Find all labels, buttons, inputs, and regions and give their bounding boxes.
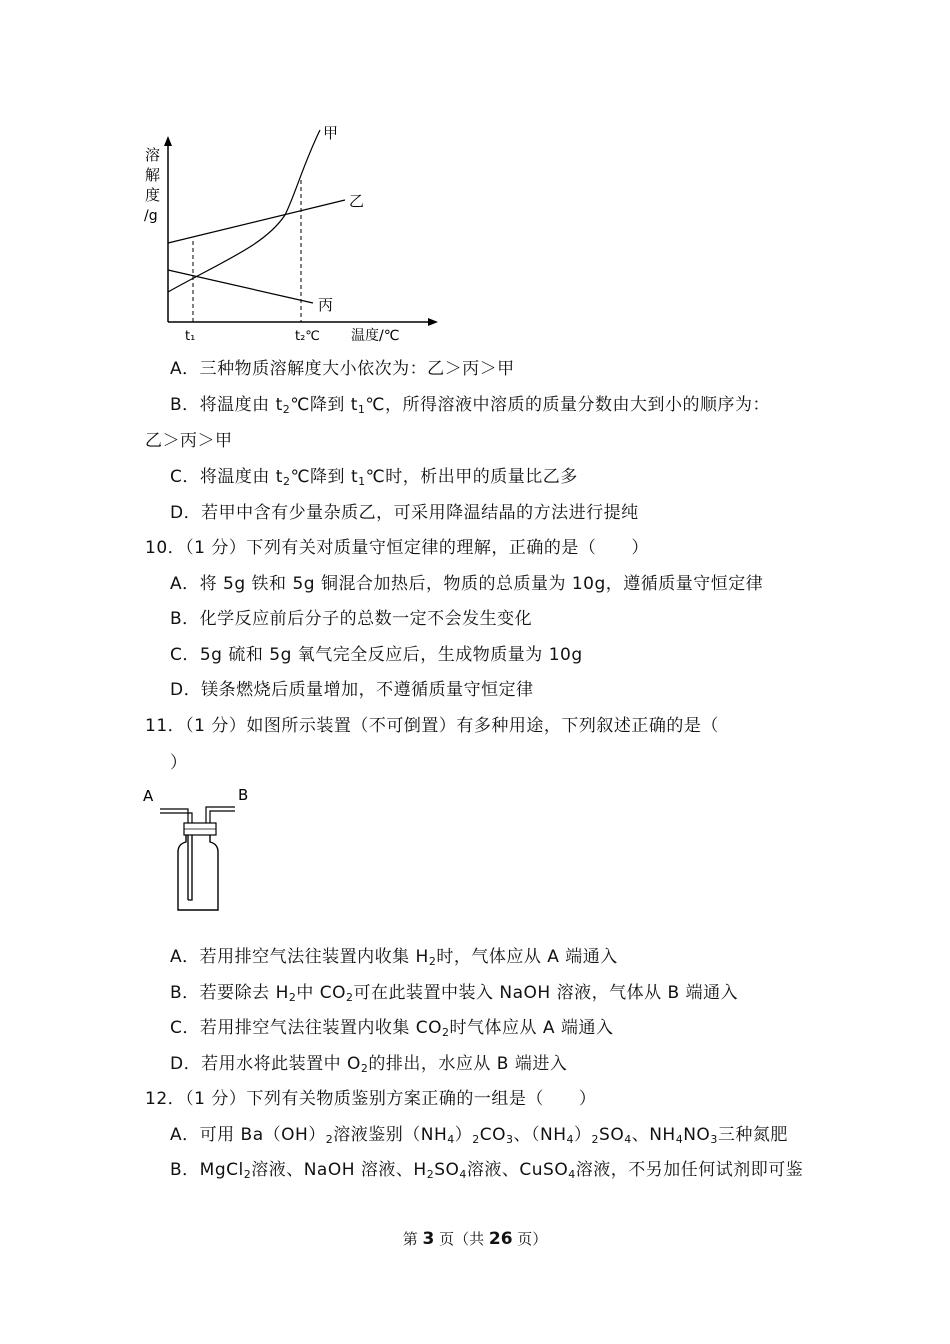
bottle [178,835,218,910]
gas-bottle-diagram [140,782,270,917]
ylabel-char-2: 解 [145,166,161,184]
q12-stem: 12．（1 分）下列有关物质鉴别方案正确的一组是（ ） [145,1089,597,1109]
solubility-chart [135,120,455,350]
ylabel-char-3: 度 [145,186,161,204]
tube-label-a: A [143,787,154,805]
q9-option-c: C．将温度由 $t_2℃$降到 $t_1℃$时，析出甲的质量比乙多 [170,467,578,488]
series-yi-line [168,200,345,243]
q11-option-c: C．若用排空气法往装置内收集 $CO_2$时气体应从 A 端通入 [170,1018,614,1039]
q10-option-b: B．化学反应前后分子的总数一定不会发生变化 [170,609,533,629]
q12-option-a: A．可用 $Ba(OH)_2$溶液鉴别$(NH_4)_2CO_3$、$(NH_4)_2SO_4$、$NH_4NO_3$三种氮肥 [170,1125,788,1146]
tube-label-b: B [238,786,249,804]
q10-option-c: C．5g 硫和 5g 氧气完全反应后，生成物质量为 10g [170,645,583,665]
q11-option-d: D．若用水将此装置中 $O_2$的排出，水应从 B 端进入 [170,1054,568,1075]
q11-stem-continued: ） [170,753,188,773]
series-label-bing: 丙 [318,296,334,314]
q12-option-b: B．MgCl$_2$溶液、NaOH 溶液、$H_2SO_4$溶液、CuSO$_4$溶液，不另加任何试剂即可鉴 [170,1160,804,1181]
series-label-jia: 甲 [323,124,339,142]
x-tick-t2: t₂℃ [295,329,320,344]
q10-option-d: D．镁条燃烧后质量增加，不遵循质量守恒定律 [170,680,534,700]
series-bing-line [168,270,313,303]
series-label-yi: 乙 [349,192,365,210]
q10-stem: 10．（1 分）下列有关对质量守恒定律的理解，正确的是（ ） [145,538,649,558]
y-axis-arrow [164,136,172,146]
q11-option-a: A．若用排空气法往装置内收集 $H_2$时，气体应从 A 端通入 [170,947,618,968]
ylabel-char-4: /g [144,208,158,224]
x-axis-arrow [428,318,438,326]
q11-stem: 11．（1 分）如图所示装置（不可倒置）有多种用途，下列叙述正确的是（ [145,716,719,736]
q9-option-b-continued: 乙＞丙＞甲 [145,431,233,451]
page-footer: 第 3 页（共 26 页） [402,1229,548,1249]
q10-option-a: A．将 5g 铁和 5g 铜混合加热后，物质的总质量为 10g，遵循质量守恒定律 [170,574,764,594]
q9-option-b: B．将温度由 $t_2℃$降到 $t_1℃$，所得溶液中溶质的质量分数由大到小的顺序为： [170,395,770,416]
x-axis-label: 温度/℃ [351,328,400,344]
ylabel-char-1: 溶 [145,146,161,164]
q9-option-a: A．三种物质溶解度大小依次为：乙＞丙＞甲 [170,359,515,379]
x-tick-t1: t₁ [185,329,196,344]
q9-option-d: D．若甲中含有少量杂质乙，可采用降温结晶的方法进行提纯 [170,503,639,523]
q11-option-b: B．若要除去 $H_2$中 $CO_2$可在此装置中装入 NaOH 溶液，气体从 B 端通入 [170,983,739,1004]
